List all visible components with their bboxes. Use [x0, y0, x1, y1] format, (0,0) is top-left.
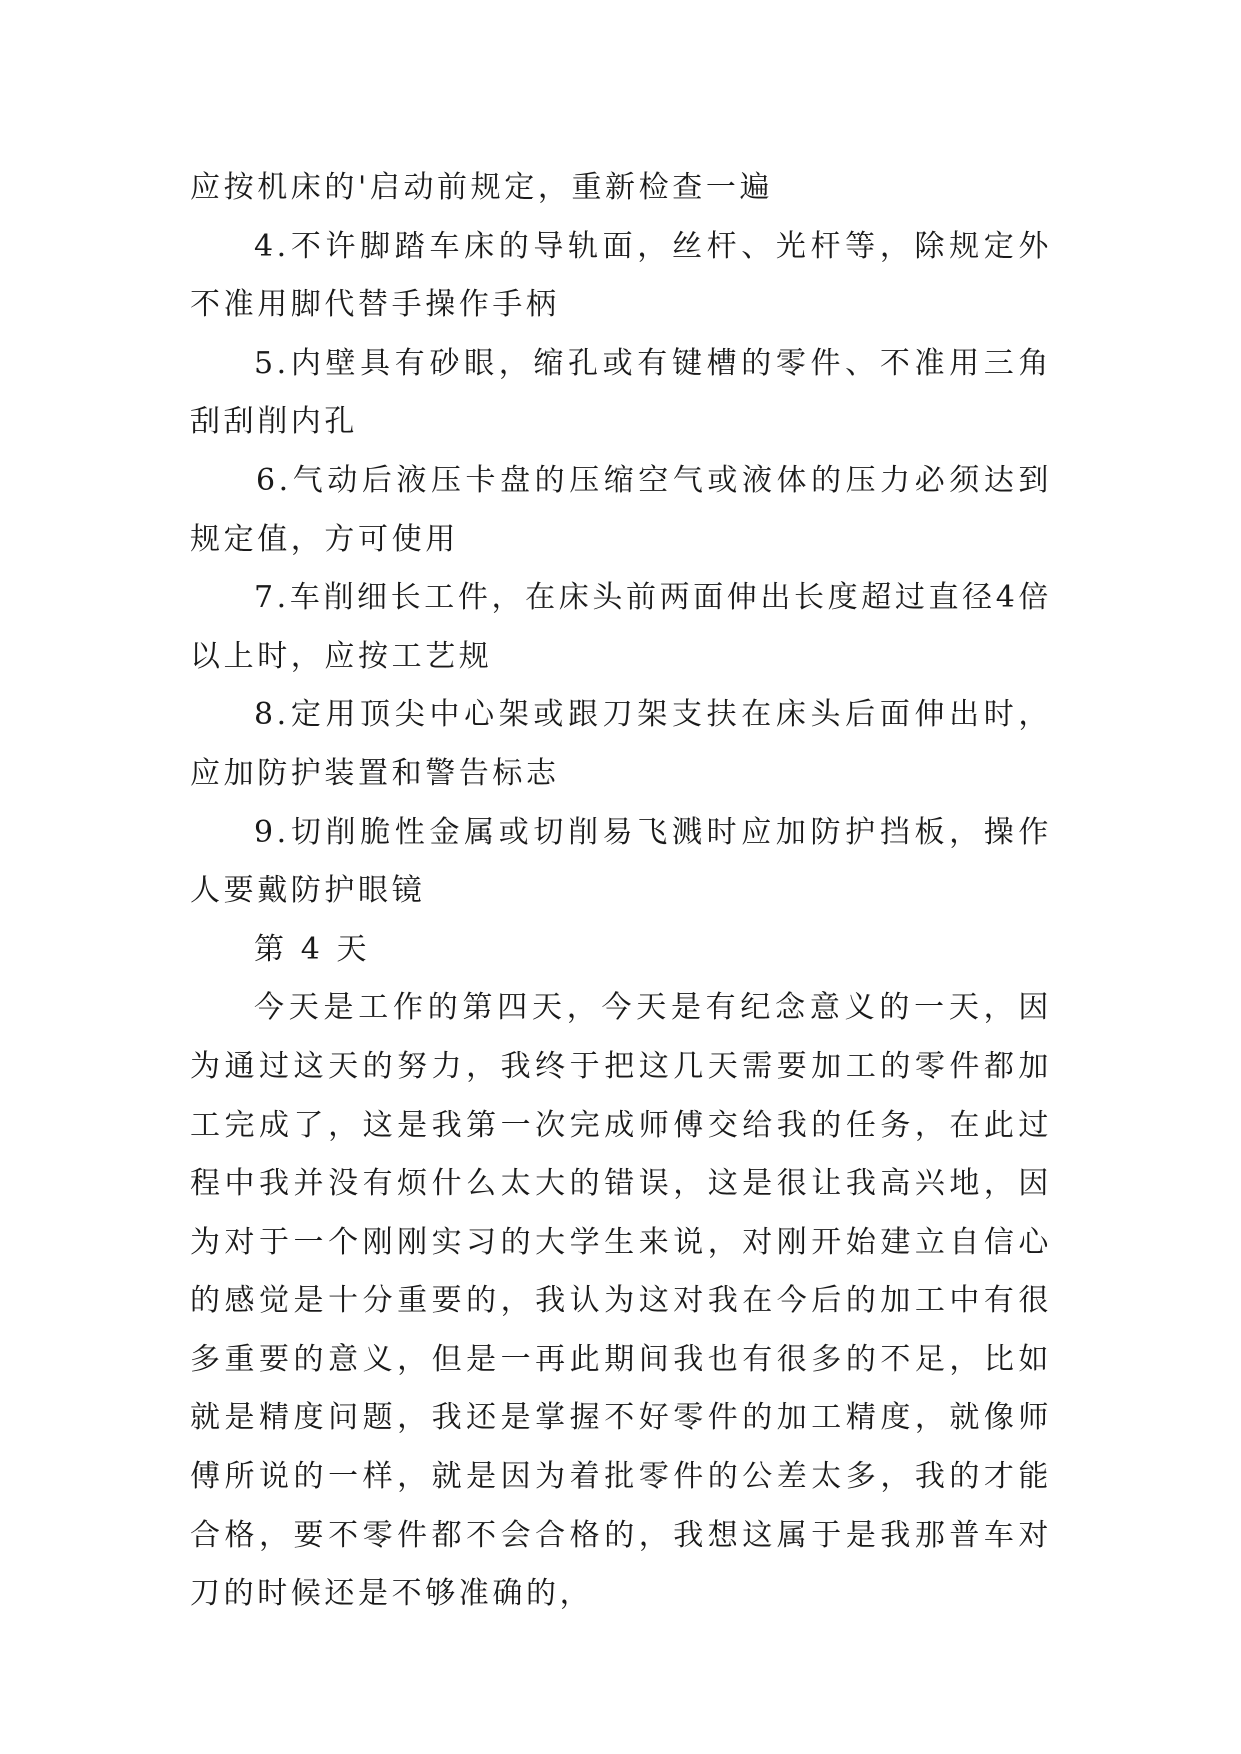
document-body	[190, 159, 1052, 1624]
paragraph-rule-4: 4.不许脚踏车床的导轨面，丝杆、光杆等，除规定外不准用脚代替手操作手柄	[190, 228, 1052, 323]
paragraph-rule-7: 7.车削细长工件，在床头前两面伸出长度超过直径4倍以上时，应按工艺规	[190, 580, 1052, 674]
paragraph-rule-8: 8.定用顶尖中心架或跟刀架支扶在床头后面伸出时，应加防护装置和警告标志	[190, 697, 1052, 791]
paragraph-day-4-body: 今天是工作的第四天，今天是有纪念意义的一天，因为通过这天的努力，我终于把这几天需要加工的零件都加工完成了，这是我第一次完成师傅交给我的任务，在此过程中我并没有烦什么太大的错误，这是很让我高兴地，因为对于一个刚刚实习的大学生来说，对刚开始建立自信心的感觉是十分重要的，我认为这对我在今后的加工中有很多重要的意义，但是一再此期间我也有很多的不足，比如就是精度问题，我还是掌握不好零件的加工精度，就像师傅所说的一样，就是因为着批零件的公差太多，我的才能合格，要不零件都不会合格的，我想这属于是我那普车对刀的时候还是不够准确的，	[190, 990, 1052, 1612]
paragraph-continuation: 应按机床的'启动前规定，重新检查一遍	[190, 170, 774, 205]
paragraph-rule-5: 5.内壁具有砂眼，缩孔或有键槽的零件、不准用三角刮刮削内孔	[190, 345, 1052, 440]
paragraph-rule-6: 6.气动后液压卡盘的压缩空气或液体的压力必须达到规定值，方可使用	[190, 462, 1052, 557]
paragraph-rule-9: 9.切削脆性金属或切削易飞溅时应加防护挡板，操作人要戴防护眼镜	[190, 814, 1052, 909]
section-heading-day-4: 第 4 天	[254, 931, 371, 967]
